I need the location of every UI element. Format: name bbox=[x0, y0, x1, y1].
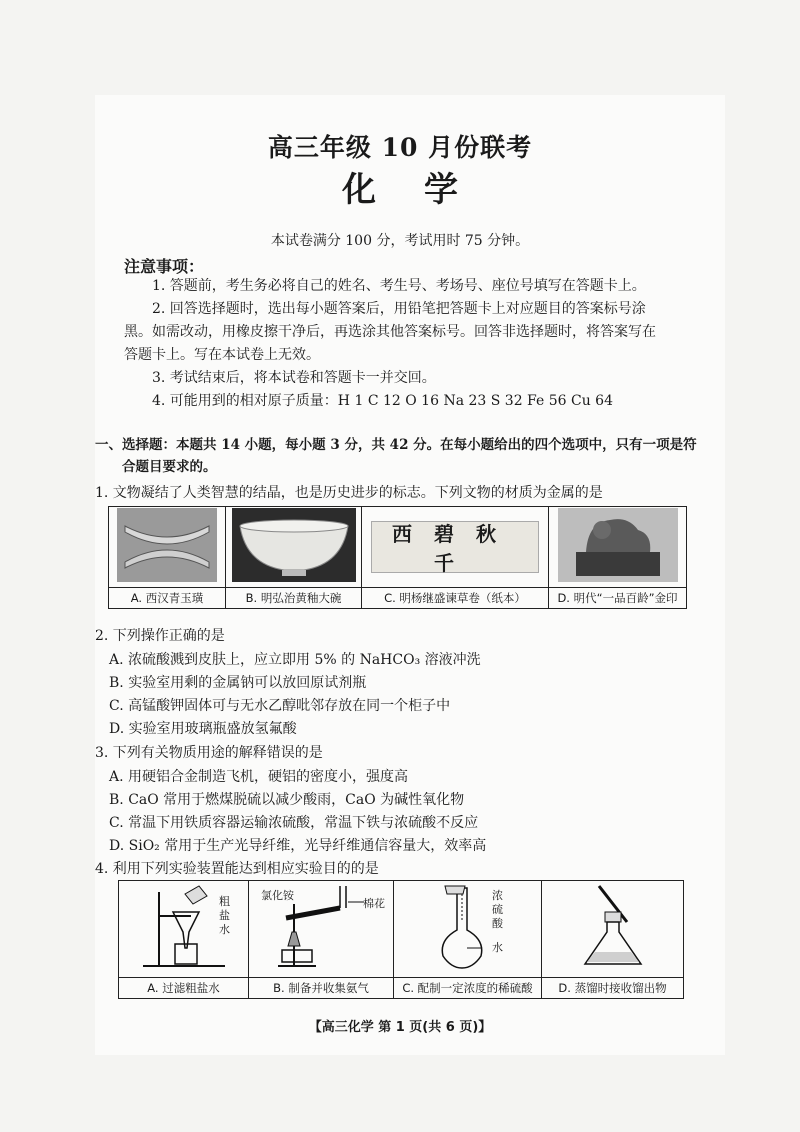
notice-line-2: 2. 回答选择题时，选出每小题答案后，用铅笔把答题卡上对应题目的答案标号涂 bbox=[152, 301, 646, 317]
q2-option-c: C. 高锰酸钾固体可与无水乙醇吡邻存放在同一个柜子中 bbox=[109, 698, 451, 714]
label-c-4: 水 bbox=[492, 941, 503, 954]
label-c-1: 浓 bbox=[492, 889, 503, 902]
volumetric-flask-icon bbox=[403, 882, 533, 972]
notice-line-3: 黑。如需改动，用橡皮擦干净后，再选涂其他答案标号。回答非选择题时，将答案写在 bbox=[124, 324, 656, 340]
exam-title: 高三年级 10 月份联考 bbox=[267, 133, 533, 162]
q1-image-d bbox=[549, 507, 687, 588]
q3-option-a: A. 用硬铝合金制造飞机，硬铝的密度小，强度高 bbox=[109, 769, 409, 785]
gold-seal-icon bbox=[558, 508, 678, 582]
q3-option-c: C. 常温下用铁质容器运输浓硫酸，常温下铁与浓硫酸不反应 bbox=[109, 815, 479, 831]
jade-huang-icon bbox=[117, 508, 217, 582]
section-heading-line-1: 一、选择题：本题共 14 小题，每小题 3 分，共 42 分。在每小题给出的四个选项中，只有一项是符 bbox=[95, 437, 697, 453]
q2-option-b: B. 实验室用剩的金属钠可以放回原试剂瓶 bbox=[109, 675, 367, 691]
label-b-1: 氯化铵 bbox=[261, 889, 294, 902]
notice-heading: 注意事项： bbox=[124, 257, 205, 276]
label-a-2: 盐 bbox=[219, 909, 230, 922]
q4-option-a: A. 过滤粗盐水 bbox=[119, 978, 249, 999]
notice-line-5: 3. 考试结束后，将本试卷和答题卡一并交回。 bbox=[152, 370, 436, 386]
label-a-1: 粗 bbox=[219, 895, 230, 908]
notice-line-6: 4. 可能用到的相对原子质量：H 1 C 12 O 16 Na 23 S 32 Fe 56 Cu 64 bbox=[152, 393, 614, 409]
q1-options-table bbox=[108, 506, 687, 609]
q3-stem: 3. 下列有关物质用途的解释错误的是 bbox=[95, 745, 323, 761]
exam-info: 本试卷满分 100 分，考试用时 75 分钟。 bbox=[270, 233, 530, 249]
q4-options-table bbox=[118, 880, 684, 999]
q1-option-d: D. 明代“一品百龄”金印 bbox=[549, 588, 687, 609]
q1-option-a: A. 西汉青玉璜 bbox=[109, 588, 226, 609]
label-a-3: 水 bbox=[219, 923, 230, 936]
label-b-2: 棉花 bbox=[363, 897, 385, 910]
q2-option-d: D. 实验室用玻璃瓶盛放氢氟酸 bbox=[109, 721, 297, 737]
erlenmeyer-receiver-icon bbox=[553, 882, 673, 972]
q1-image-b bbox=[226, 507, 362, 588]
section-heading-line-2: 合题目要求的。 bbox=[122, 459, 217, 475]
page-footer: 【高三化学 第 1 页(共 6 页)】 bbox=[308, 1020, 492, 1035]
q3-option-d: D. SiO₂ 常用于生产光导纤维，光导纤维通信容量大，效率高 bbox=[109, 838, 487, 854]
q4-image-a bbox=[119, 881, 249, 978]
q4-option-c: C. 配制一定浓度的稀硫酸 bbox=[394, 978, 542, 999]
q1-image-c bbox=[362, 507, 549, 588]
q3-option-b: B. CaO 常用于燃煤脱硫以减少酸雨，CaO 为碱性氧化物 bbox=[109, 792, 465, 808]
q2-stem: 2. 下列操作正确的是 bbox=[95, 628, 225, 644]
q1-image-a bbox=[109, 507, 226, 588]
q1-option-c: C. 明杨继盛谏草卷（纸本） bbox=[362, 588, 549, 609]
scroll-calligraphy: 西碧秋千 bbox=[392, 522, 518, 575]
q4-image-c bbox=[394, 881, 542, 978]
q1-stem: 1. 文物凝结了人类智慧的结晶，也是历史进步的标志。下列文物的材质为金属的是 bbox=[95, 485, 603, 501]
label-c-3: 酸 bbox=[492, 917, 503, 930]
notice-line-4: 答题卡上。写在本试卷上无效。 bbox=[124, 347, 320, 363]
bowl-icon bbox=[232, 508, 356, 582]
q4-image-b bbox=[249, 881, 394, 978]
q4-option-d: D. 蒸馏时接收馏出物 bbox=[542, 978, 684, 999]
label-c-2: 硫 bbox=[492, 903, 503, 916]
subject-title: 化学 bbox=[342, 170, 506, 210]
q4-stem: 4. 利用下列实验装置能达到相应实验目的的是 bbox=[95, 861, 379, 877]
q1-option-b: B. 明弘治黄釉大碗 bbox=[226, 588, 362, 609]
q4-image-d bbox=[542, 881, 684, 978]
notice-line-1: 1. 答题前，考生务必将自己的姓名、考生号、考场号、座位号填写在答题卡上。 bbox=[152, 278, 646, 294]
q4-option-b: B. 制备并收集氨气 bbox=[249, 978, 394, 999]
q2-option-a: A. 浓硫酸溅到皮肤上，应立即用 5% 的 NaHCO₃ 溶液冲洗 bbox=[109, 652, 481, 668]
